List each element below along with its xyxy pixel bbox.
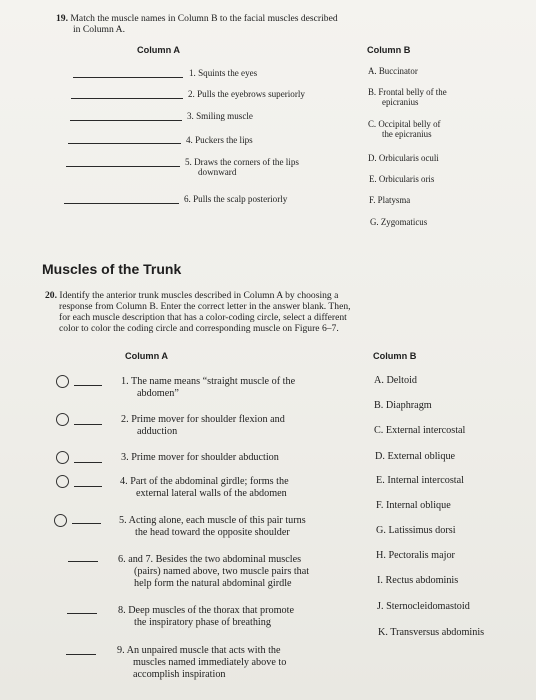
q19-option-c-letter: C. — [368, 119, 377, 129]
q20-item-2-number: 2. — [121, 414, 129, 425]
q20-line4: color to color the coding circle and corresponding muscle on Figure 6–7. — [59, 323, 339, 334]
q20-item-5-line2: the head toward the opposite shoulder — [135, 527, 290, 538]
q20-option-j — [377, 601, 470, 613]
q19-option-f — [369, 195, 410, 205]
q19-option-g — [370, 217, 427, 227]
q19-item-3 — [187, 111, 253, 121]
q20-item-6-line1: and 7. Besides the two abdominal muscles — [128, 554, 302, 565]
q19-answer-blank-5[interactable] — [66, 166, 180, 167]
q20-option-c-letter: C. — [374, 425, 384, 436]
q19-item-1-number: 1. — [189, 68, 196, 78]
q20-item-8-line1: Deep muscles of the thorax that promote — [128, 605, 294, 616]
q20-item-9-number: 9. — [117, 645, 125, 656]
q20-number: 20. — [45, 290, 57, 301]
q20-option-b-text: Diaphragm — [385, 400, 432, 411]
q20-option-a — [374, 375, 417, 387]
q20-option-h-text: Pectoralis major — [388, 550, 455, 561]
q20-answer-blank-4[interactable] — [74, 486, 102, 487]
q20-option-e-letter: E. — [376, 475, 385, 486]
q19-item-4 — [186, 135, 253, 145]
q19-column-b-header: Column B — [367, 45, 411, 55]
q20-prompt — [45, 290, 485, 334]
q19-item-4-number: 4. — [186, 135, 193, 145]
q19-answer-blank-6[interactable] — [64, 203, 179, 204]
q20-option-i-text: Rectus abdominis — [385, 575, 459, 586]
q19-item-4-text: Puckers the lips — [195, 135, 253, 145]
q20-option-h-letter: H. — [376, 550, 386, 561]
q19-item-5-text2: downward — [198, 167, 237, 177]
q20-item-4-line2: external lateral walls of the abdomen — [136, 488, 287, 499]
q20-line1: Identify the anterior trunk muscles described in Column A by choosing a — [59, 290, 339, 301]
q20-item-3-number: 3. — [121, 452, 129, 463]
q20-item-2-line2: adduction — [137, 426, 178, 437]
q20-item-8-line2: the inspiratory phase of breathing — [134, 617, 271, 628]
q20-option-i-letter: I. — [377, 575, 383, 586]
q19-column-a-header: Column A — [137, 45, 181, 55]
q19-item-1 — [189, 68, 257, 78]
q20-answer-blank-9[interactable] — [66, 654, 96, 655]
q19-option-g-letter: G. — [370, 217, 379, 227]
q20-option-c-text: External intercostal — [385, 425, 466, 436]
q19-option-e-letter: E. — [369, 174, 377, 184]
q20-item-6-7 — [118, 554, 309, 590]
q19-option-b-text: Frontal belly of the — [378, 87, 447, 97]
q19-item-6-text: Pulls the scalp posteriorly — [193, 194, 288, 204]
q20-answer-blank-8[interactable] — [67, 613, 97, 614]
q20-item-4 — [120, 476, 289, 500]
q20-item-1-line1: The name means “straight muscle of the — [131, 376, 296, 387]
coding-circle-4[interactable] — [56, 475, 69, 488]
q19-text-line1: Match the muscle names in Column B to the facial muscles described — [70, 13, 338, 24]
coding-circle-3[interactable] — [56, 451, 69, 464]
q20-option-k-letter: K. — [378, 627, 388, 638]
q20-option-d — [375, 451, 455, 463]
q19-option-d-letter: D. — [368, 153, 377, 163]
q20-item-8 — [118, 605, 294, 629]
q19-number: 19. — [56, 13, 68, 24]
q19-option-b-letter: B. — [368, 87, 377, 97]
q20-option-f-letter: F. — [376, 500, 384, 511]
q20-answer-blank-6[interactable] — [68, 561, 98, 562]
q20-item-1-line2: abdomen” — [137, 388, 179, 399]
q19-option-a-text: Buccinator — [378, 66, 418, 76]
q20-option-j-letter: J. — [377, 601, 384, 612]
q19-item-6 — [184, 194, 287, 204]
q20-item-8-number: 8. — [118, 605, 126, 616]
q20-item-6-line3: help form the natural abdominal girdle — [134, 578, 292, 589]
q20-option-e — [376, 475, 464, 487]
q20-option-h — [376, 550, 455, 562]
q19-item-3-text: Smiling muscle — [196, 111, 253, 121]
q20-option-f — [376, 500, 451, 512]
q20-option-g — [376, 525, 456, 537]
q20-item-6-line2: (pairs) named above, two muscle pairs that — [134, 566, 310, 577]
q20-option-k — [378, 627, 484, 639]
coding-circle-2[interactable] — [56, 413, 69, 426]
q19-option-f-text: Platysma — [377, 195, 411, 205]
q19-item-2-number: 2. — [188, 89, 195, 99]
q19-item-1-text: Squints the eyes — [198, 68, 258, 78]
q19-option-c-text2: the epicranius — [382, 129, 432, 139]
q19-option-c — [368, 119, 440, 139]
q19-option-c-text: Occipital belly of — [378, 119, 441, 129]
q20-option-c — [374, 425, 465, 437]
q20-option-b — [374, 400, 432, 412]
coding-circle-1[interactable] — [56, 375, 69, 388]
q20-option-i — [377, 575, 458, 587]
q20-item-4-line1: Part of the abdominal girdle; forms the — [130, 476, 289, 487]
q19-item-5 — [185, 157, 299, 177]
q19-option-a — [368, 66, 418, 76]
q20-option-g-letter: G. — [376, 525, 386, 536]
q19-item-3-number: 3. — [187, 111, 194, 121]
q20-item-2-line1: Prime mover for shoulder flexion and — [131, 414, 285, 425]
q20-option-e-text: Internal intercostal — [387, 475, 464, 486]
q19-item-2 — [188, 89, 305, 99]
q20-item-5-number: 5. — [119, 515, 127, 526]
q19-option-e-text: Orbicularis oris — [378, 174, 435, 184]
q19-option-b-text2: epicranius — [382, 97, 419, 107]
q19-answer-blank-1[interactable] — [73, 77, 183, 78]
q19-item-5-text: Draws the corners of the lips — [194, 157, 299, 167]
q19-text-line2: in Column A. — [73, 24, 125, 35]
q19-option-e — [369, 174, 434, 184]
q20-item-1 — [121, 376, 295, 400]
q20-item-9-line1: An unpaired muscle that acts with the — [126, 645, 281, 656]
q20-item-9-line2: muscles named immediately above to — [133, 657, 287, 668]
q20-item-5-line1: Acting alone, each muscle of this pair turns — [128, 515, 306, 526]
q20-option-j-text: Sternocleidomastoid — [386, 601, 470, 612]
q20-option-b-letter: B. — [374, 400, 384, 411]
q20-option-f-text: Internal oblique — [385, 500, 451, 511]
q20-answer-blank-1[interactable] — [74, 385, 102, 386]
q20-column-b-header: Column B — [373, 351, 417, 361]
q19-answer-blank-3[interactable] — [70, 120, 182, 121]
q19-answer-blank-2[interactable] — [71, 98, 183, 99]
q19-prompt — [56, 13, 496, 35]
q19-item-5-number: 5. — [185, 157, 192, 167]
q19-answer-blank-4[interactable] — [68, 143, 181, 144]
q20-option-a-text: Deltoid — [386, 375, 418, 386]
q20-item-5 — [119, 515, 306, 539]
q19-option-a-letter: A. — [368, 66, 377, 76]
q20-item-3-line1: Prime mover for shoulder abduction — [131, 452, 279, 463]
q20-option-a-letter: A. — [374, 375, 384, 386]
coding-circle-5[interactable] — [54, 514, 67, 527]
q20-option-d-letter: D. — [375, 451, 385, 462]
q20-item-9-line3: accomplish inspiration — [133, 669, 226, 680]
q20-answer-blank-3[interactable] — [74, 462, 102, 463]
q20-option-g-text: Latissimus dorsi — [388, 525, 456, 536]
q19-item-2-text: Pulls the eyebrows superiorly — [197, 89, 305, 99]
q20-column-a-header: Column A — [125, 351, 169, 361]
q20-item-9 — [117, 645, 286, 681]
q19-item-6-number: 6. — [184, 194, 191, 204]
q20-answer-blank-2[interactable] — [74, 424, 102, 425]
q19-option-b — [368, 87, 447, 107]
q20-item-2 — [121, 414, 285, 438]
q20-item-3 — [121, 452, 279, 464]
q20-line3: for each muscle description that has a color-coding circle, select a different — [59, 312, 347, 323]
q19-option-d — [368, 153, 439, 163]
q19-option-g-text: Zygomaticus — [380, 217, 428, 227]
q20-item-6-number: 6. — [118, 554, 126, 565]
q19-option-d-text: Orbicularis oculi — [378, 153, 439, 163]
q20-option-k-text: Transversus abdominis — [390, 627, 485, 638]
q20-item-1-number: 1. — [121, 376, 129, 387]
section-title-muscles-of-trunk: Muscles of the Trunk — [42, 261, 182, 277]
q19-option-f-letter: F. — [369, 195, 376, 205]
q20-item-4-number: 4. — [120, 476, 128, 487]
q20-answer-blank-5[interactable] — [72, 523, 101, 524]
q20-option-d-text: External oblique — [387, 451, 456, 462]
q20-line2: response from Column B. Enter the correct letter in the answer blank. Then, — [59, 301, 351, 312]
